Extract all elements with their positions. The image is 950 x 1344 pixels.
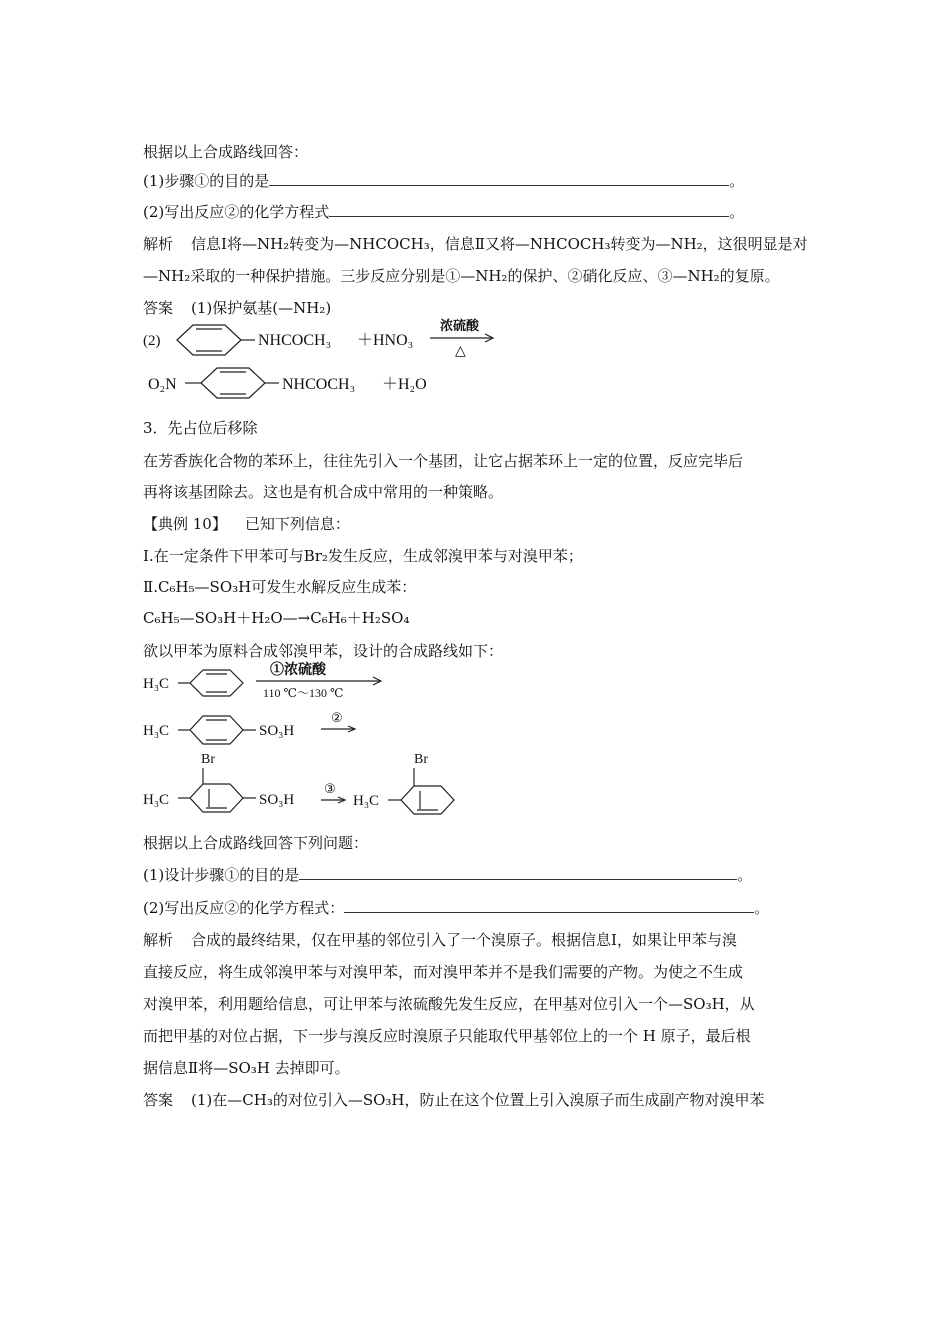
eq-byproduct: ＋H₂O <box>382 376 427 393</box>
analysis-line-2: —NH₂采取的一种保护措施。三步反应分别是①—NH₂的保护、②硝化反应、③—NH₂的复原。 <box>143 267 780 285</box>
example-text: 已知下列信息： <box>244 515 350 533</box>
route-step1-condition: 110 ℃～130 ℃ <box>263 686 344 700</box>
route-methyl-3: H₃C <box>143 792 170 808</box>
route-step3-label: ③ <box>324 781 336 796</box>
answer-b-line-1 <box>143 1090 765 1110</box>
analysis-b-line-1 <box>143 930 737 950</box>
eq-substituent: NHCOCH₃ <box>258 332 332 349</box>
answer-text: (1)在—CH₃的对位引入—SO₃H，防止在这个位置上引入溴原子而生成副产物对溴甲苯 <box>191 1091 765 1109</box>
paragraph-line-1: 在芳香族化合物的苯环上，往往先引入一个基团，让它占据苯环上一定的位置，反应完毕后 <box>143 452 744 470</box>
period: 。 <box>729 203 745 221</box>
route-step1-reagent: ①浓硫酸 <box>270 663 326 678</box>
question-b2-text: (2)写出反应②的化学方程式： <box>143 899 345 917</box>
route-bromine-2: Br <box>414 752 428 767</box>
question-b1 <box>143 865 752 885</box>
period: 。 <box>737 866 753 884</box>
eq-catalyst: 浓硫酸 <box>440 318 480 333</box>
eq-label: (2) <box>143 333 161 349</box>
route-sulfonic-2: SO₃H <box>259 723 295 739</box>
analysis-b-line-5: 据信息Ⅱ将—SO₃H 去掉即可。 <box>143 1059 350 1077</box>
intro-text: 根据以上合成路线回答： <box>143 143 309 161</box>
answer-label: 答案 <box>143 1091 174 1109</box>
route-step2-label: ② <box>331 710 343 725</box>
route-methyl-1: H₃C <box>143 676 170 692</box>
example-line <box>143 514 350 534</box>
analysis-b-line-4: 而把甲基的对位占据，下一步与溴反应时溴原子只能取代甲基邻位上的一个 H 原子，最后根 <box>143 1027 751 1045</box>
route-methyl-4: H₃C <box>353 793 380 809</box>
period: 。 <box>754 899 770 917</box>
route-intro: 欲以甲苯为原料合成邻溴甲苯，设计的合成路线如下： <box>143 642 504 660</box>
eq-reagent: ＋HNO₃ <box>357 332 414 349</box>
answer-label: 答案 <box>143 299 174 317</box>
info-equation: C₆H₅—SO₃H＋H₂O—→C₆H₆＋H₂SO₄ <box>143 609 410 627</box>
eq-product-substituent: NHCOCH₃ <box>282 376 356 393</box>
analysis-text: 合成的最终结果，仅在甲基的邻位引入了一个溴原子。根据信息Ⅰ，如果让甲苯与溴 <box>191 931 737 949</box>
eq-nitro-group: O₂N <box>148 376 177 393</box>
answer-blank-b1[interactable] <box>299 865 737 880</box>
question-b1-text: (1)设计步骤①的目的是 <box>143 866 300 884</box>
analysis-text: 信息Ⅰ将—NH₂转变为—NHCOCH₃，信息Ⅱ又将—NHCOCH₃转变为—NH₂，这很明显是对 <box>191 235 808 253</box>
question-intro: 根据以上合成路线回答下列问题： <box>143 834 369 852</box>
route-sulfonic-3: SO₃H <box>259 792 295 808</box>
route-bromine-1: Br <box>201 752 215 767</box>
analysis-b-line-3: 对溴甲苯，利用题给信息，可让甲苯与浓硫酸先发生反应，在甲基对位引入一个—SO₃H，从 <box>143 995 755 1013</box>
paragraph-line-2: 再将该基团除去。这也是有机合成中常用的一种策略。 <box>143 483 504 501</box>
period: 。 <box>729 172 745 190</box>
analysis-b-line-2: 直接反应，将生成邻溴甲苯与对溴甲苯，而对溴甲苯并不是我们需要的产物。为使之不生成 <box>143 963 744 981</box>
answer-text: (1)保护氨基(—NH₂) <box>191 299 332 317</box>
question-2-text: (2)写出反应②的化学方程式 <box>143 203 330 221</box>
info-2: Ⅱ.C₆H₅—SO₃H可发生水解反应生成苯： <box>143 578 417 596</box>
route-methyl-2: H₃C <box>143 723 170 739</box>
section-heading: 3．先占位后移除 <box>143 419 258 437</box>
analysis-label: 解析 <box>143 235 174 253</box>
answer-blank-b2[interactable] <box>344 898 754 913</box>
info-1: Ⅰ.在一定条件下甲苯可与Br₂发生反应，生成邻溴甲苯与对溴甲苯； <box>143 547 583 565</box>
analysis-label: 解析 <box>143 931 174 949</box>
eq-heat: △ <box>455 344 466 359</box>
example-tag: 【典例 10】 <box>143 515 227 533</box>
question-b2 <box>143 898 769 918</box>
question-1-text: (1)步骤①的目的是 <box>143 172 270 190</box>
